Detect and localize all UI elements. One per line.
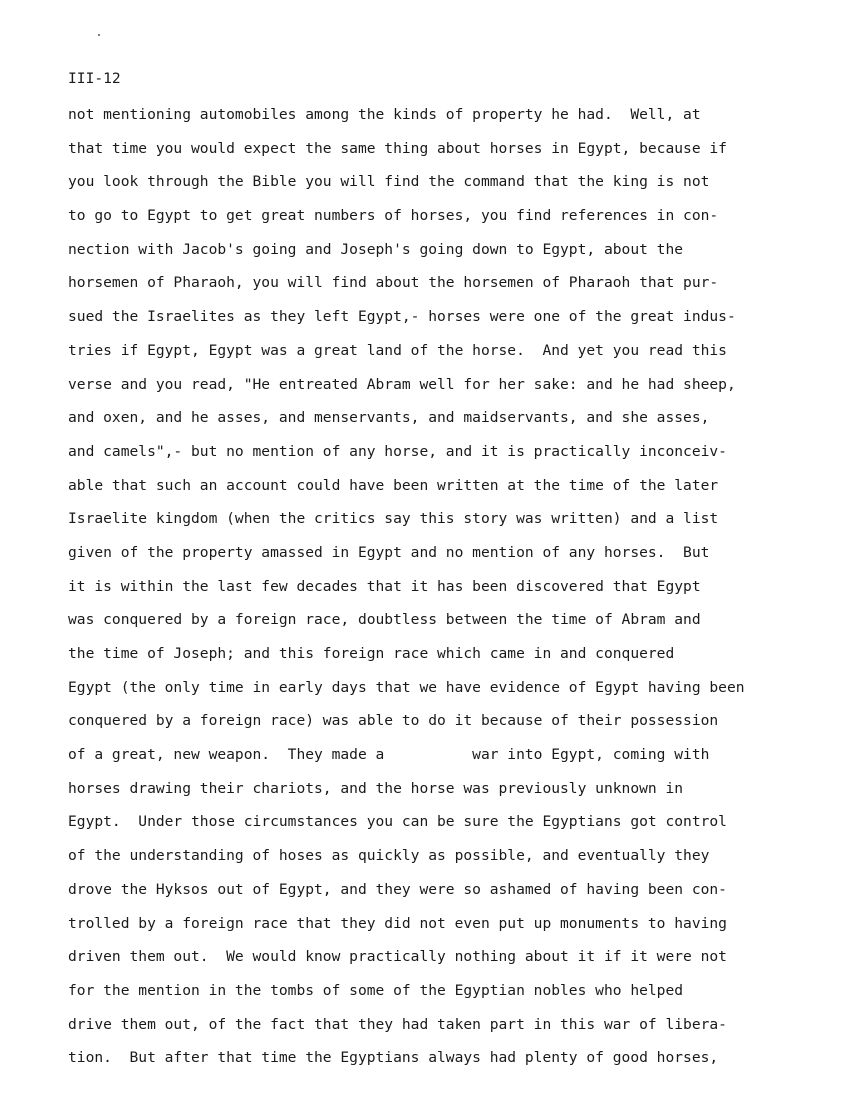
text-line: you look through the Bible you will find the command that the king is not xyxy=(68,173,710,191)
text-line: conquered by a foreign race) was able to do it because of their possession xyxy=(68,712,719,730)
text-line: horses drawing their chariots, and the horse was previously unknown in xyxy=(68,779,684,797)
text-line: of a great, new weapon. They made a war into Egypt, coming with xyxy=(68,746,710,764)
paper-speck xyxy=(98,34,100,36)
text-line: Egypt (the only time in early days that we have evidence of Egypt having been xyxy=(68,678,745,696)
text-line: able that such an account could have been written at the time of the later xyxy=(68,476,719,494)
text-line: Egypt. Under those circumstances you can be sure the Egyptians got control xyxy=(68,813,727,831)
text-line: the time of Joseph; and this foreign race which came in and conquered xyxy=(68,645,675,662)
text-line: it is within the last few decades that it has been discovered that Egypt xyxy=(68,577,701,595)
text-line: driven them out. We would know practically nothing about it if it were not xyxy=(68,948,727,966)
text-line: sued the Israelites as they left Egypt,- horses were one of the great indus- xyxy=(68,308,736,326)
text-line: Israelite kingdom (when the critics say this story was written) and a list xyxy=(68,510,719,528)
body-text xyxy=(68,102,854,1079)
text-line: tries if Egypt, Egypt was a great land of the horse. And yet you read this xyxy=(68,341,727,359)
text-line: horsemen of Pharaoh, you will find about the horsemen of Pharaoh that pur- xyxy=(68,274,719,292)
text-line: and oxen, and he asses, and menservants, and maidservants, and she asses, xyxy=(68,409,710,427)
text-line: not mentioning automobiles among the kinds of property he had. Well, at xyxy=(68,106,701,123)
text-line: drove the Hyksos out of Egypt, and they were so ashamed of having been con- xyxy=(68,880,727,898)
text-line: verse and you read, "He entreated Abram well for her sake: and he had sheep, xyxy=(68,375,736,393)
text-line: that time you would expect the same thing about horses in Egypt, because if xyxy=(68,139,727,157)
text-line: to go to Egypt to get great numbers of horses, you find references in con- xyxy=(68,207,719,225)
text-line: given of the property amassed in Egypt and no mention of any horses. But xyxy=(68,543,710,561)
text-line: was conquered by a foreign race, doubtless between the time of Abram and xyxy=(68,611,701,629)
text-line: trolled by a foreign race that they did not even put up monuments to having xyxy=(68,914,727,932)
text-line: for the mention in the tombs of some of the Egyptian nobles who helped xyxy=(68,981,684,999)
text-line: and camels",- but no mention of any horse, and it is practically inconceiv- xyxy=(68,442,727,460)
page-number: III-12 xyxy=(68,70,121,87)
text-line: tion. But after that time the Egyptians always had plenty of good horses, xyxy=(68,1049,719,1067)
text-line: nection with Jacob's going and Joseph's going down to Egypt, about the xyxy=(68,240,684,258)
text-line: drive them out, of the fact that they had taken part in this war of libera- xyxy=(68,1015,727,1033)
text-line: of the understanding of hoses as quickly as possible, and eventually they xyxy=(68,847,710,865)
